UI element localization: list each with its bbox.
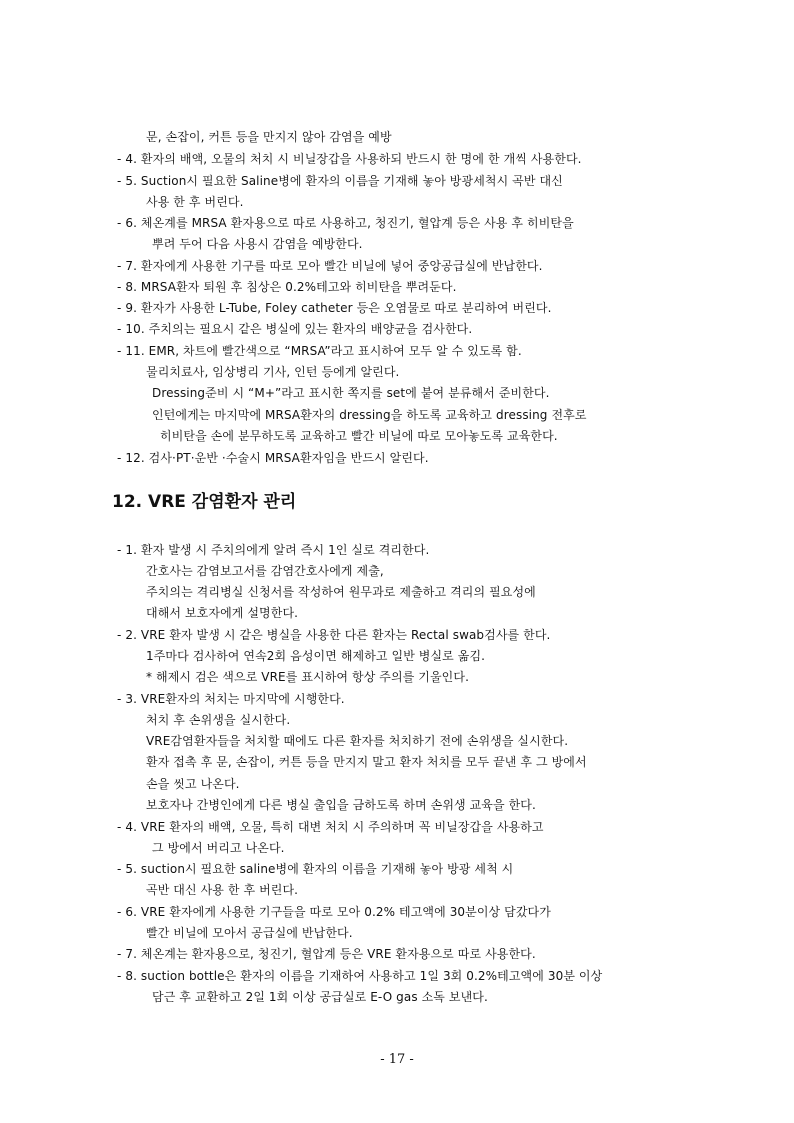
list-item: - 8. MRSA환자 퇴원 후 침상은 0.2%테고와 히비탄을 뿌려둔다. <box>117 280 457 294</box>
section-heading: 12. VRE 감염환자 관리 <box>112 492 297 512</box>
list-item: - 9. 환자가 사용한 L-Tube, Foley catheter 등은 오염물로 따로 분리하여 버린다. <box>117 301 552 315</box>
text-line: 인턴에게는 마지막에 MRSA환자의 dressing을 하도록 교육하고 dressing 전후로 <box>152 408 587 422</box>
list-item: - 4. 환자의 배액, 오물의 처치 시 비닐장갑을 사용하되 반드시 한 명에 한 개씩 사용한다. <box>117 152 582 166</box>
text-line: 보호자나 간병인에게 다른 병실 출입을 금하도록 하며 손위생 교육을 한다. <box>146 798 536 812</box>
list-item: - 2. VRE 환자 발생 시 같은 병실을 사용한 다른 환자는 Rectal swab검사를 한다. <box>117 628 551 642</box>
text-line: 빨간 비닐에 모아서 공급실에 반납한다. <box>146 926 353 940</box>
list-item: - 7. 체온계는 환자용으로, 청진기, 혈압계 등은 VRE 환자용으로 따로 사용한다. <box>117 947 536 961</box>
list-item: - 6. VRE 환자에게 사용한 기구들을 따로 모아 0.2% 테고액에 30분이상 담갔다가 <box>117 905 551 919</box>
text-line: 1주마다 검사하여 연속2회 음성이면 해제하고 일반 병실로 옮김. <box>146 649 486 663</box>
text-line: 손을 씻고 나온다. <box>146 777 240 791</box>
text-line: 히비탄을 손에 분무하도록 교육하고 빨간 비닐에 따로 모아놓도록 교육한다. <box>160 429 558 443</box>
text-line: 담근 후 교환하고 2일 1회 이상 공급실로 E-O gas 소독 보낸다. <box>152 990 488 1004</box>
text-line: * 해제시 검은 색으로 VRE를 표시하여 항상 주의를 기울인다. <box>146 670 469 684</box>
text-line: 문, 손잡이, 커튼 등을 만지지 않아 감염을 예방 <box>146 130 392 144</box>
list-item: - 5. Suction시 필요한 Saline병에 환자의 이름을 기재해 놓아 방광세척시 곡반 대신 <box>117 174 563 188</box>
text-line: 물리치료사, 임상병리 기사, 인턴 등에게 알린다. <box>146 365 400 379</box>
list-item: - 8. suction bottle은 환자의 이름을 기재하여 사용하고 1일 3회 0.2%테고액에 30분 이상 <box>117 969 603 983</box>
text-line: 사용 한 후 버린다. <box>146 195 244 209</box>
text-line: 곡반 대신 사용 한 후 버린다. <box>146 883 299 897</box>
list-item: - 6. 체온계를 MRSA 환자용으로 따로 사용하고, 청진기, 혈압계 등은 사용 후 히비탄을 <box>117 216 574 230</box>
text-line: 대해서 보호자에게 설명한다. <box>146 606 299 620</box>
page-number: - 17 - <box>380 1052 414 1067</box>
list-item: - 5. suction시 필요한 saline병에 환자의 이름을 기재해 놓아 방광 세척 시 <box>117 862 514 876</box>
text-line: Dressing준비 시 “M+”라고 표시한 쪽지를 set에 붙여 분류해서 준비한다. <box>152 386 550 400</box>
text-line: 뿌려 두어 다음 사용시 감염을 예방한다. <box>152 237 363 251</box>
list-item: - 1. 환자 발생 시 주치의에게 알려 즉시 1인 실로 격리한다. <box>117 543 430 557</box>
list-item: - 11. EMR, 차트에 빨간색으로 “MRSA”라고 표시하여 모두 알 수 있도록 함. <box>117 344 522 358</box>
list-item: - 3. VRE환자의 처치는 마지막에 시행한다. <box>117 692 345 706</box>
text-line: VRE감염환자들을 처치할 때에도 다른 환자를 처치하기 전에 손위생을 실시한다. <box>146 734 569 748</box>
text-line: 간호사는 감염보고서를 감염간호사에게 제출, <box>146 564 384 578</box>
list-item: - 7. 환자에게 사용한 기구를 따로 모아 빨간 비닐에 넣어 중앙공급실에 반납한다. <box>117 259 543 273</box>
list-item: - 12. 검사·PT·운반 ·수술시 MRSA환자임을 반드시 알린다. <box>117 451 429 465</box>
text-line: 그 방에서 버리고 나온다. <box>152 841 285 855</box>
list-item: - 10. 주치의는 필요시 같은 병실에 있는 환자의 배양균을 검사한다. <box>117 322 473 336</box>
text-line: 처치 후 손위생을 실시한다. <box>146 713 291 727</box>
list-item: - 4. VRE 환자의 배액, 오물, 특히 대변 처치 시 주의하며 꼭 비닐장갑을 사용하고 <box>117 820 544 834</box>
text-line: 환자 접촉 후 문, 손잡이, 커튼 등을 만지지 말고 환자 처치를 모두 끝낸 후 그 방에서 <box>146 755 587 769</box>
text-line: 주치의는 격리병실 신청서를 작성하여 원무과로 제출하고 격리의 필요성에 <box>146 585 536 599</box>
